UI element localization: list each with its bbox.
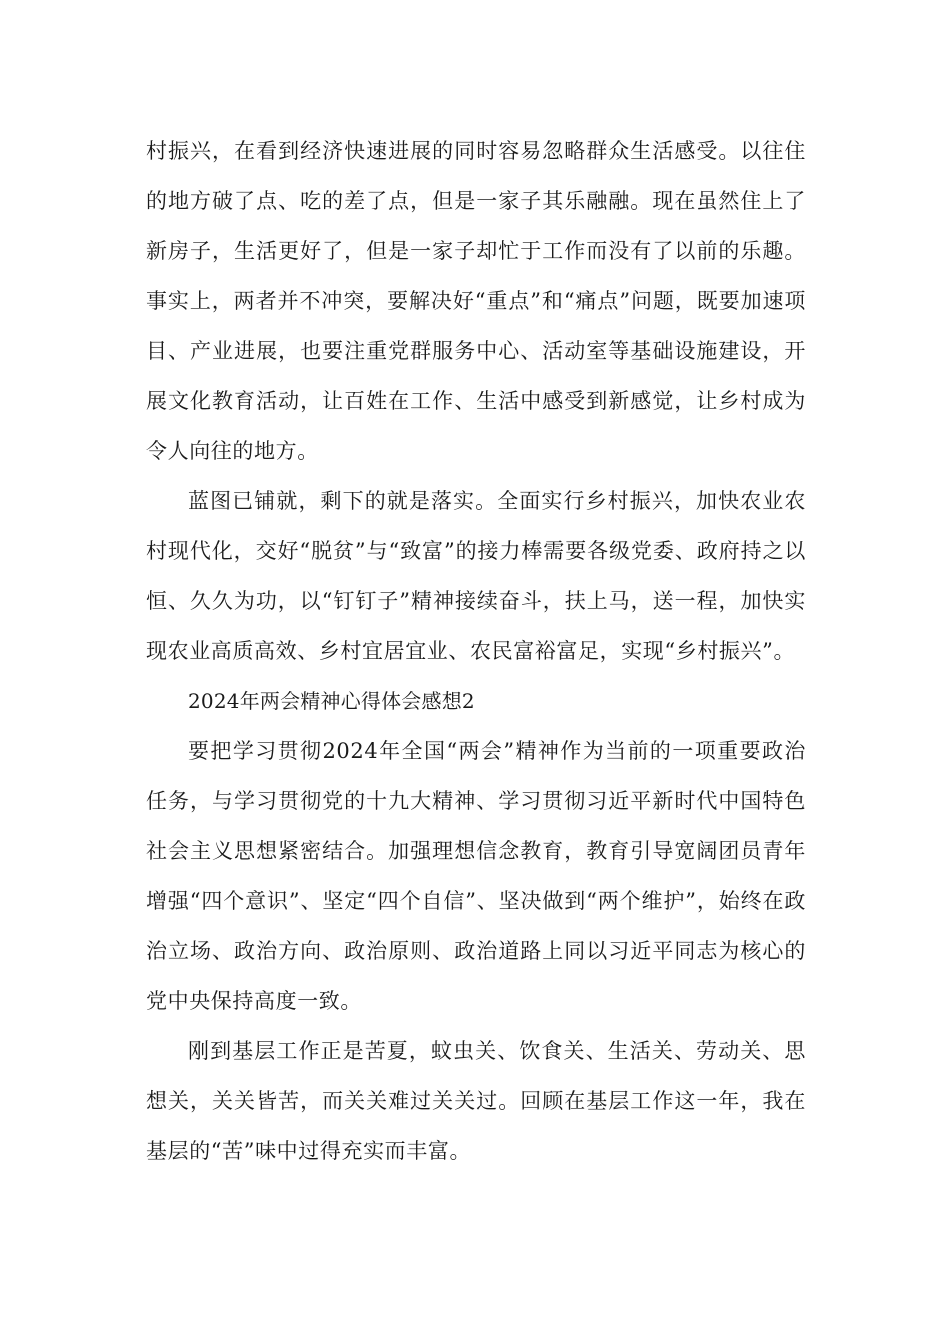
paragraph-grassroots: 刚到基层工作正是苦夏，蚊虫关、饮食关、生活关、劳动关、思想关，关关皆苦，而关关难过关关过。回顾在基层工作这一年，我在基层的“苦”味中过得充实而丰富。	[146, 1039, 806, 1163]
section-heading: 2024年两会精神心得体会感想2	[188, 689, 475, 713]
paragraph-continuation: 村振兴，在看到经济快速进展的同时容易忽略群众生活感受。以往住的地方破了点、吃的差了点，但是一家子其乐融融。现在虽然住上了新房子，生活更好了，但是一家子却忙于工作而没有了以前的乐趣。事实上，两者并不冲突，要解决好“重点”和“痛点”问题，既要加速项目、产业进展，也要注重党群服务中心、活动室等基础设施建设，开展文化教育活动，让百姓在工作、生活中感受到新感觉，让乡村成为令人向往的地方。	[146, 139, 806, 463]
document-body	[146, 126, 806, 1176]
paragraph-study: 要把学习贯彻2024年全国“两会”精神作为当前的一项重要政治任务，与学习贯彻党的十九大精神、学习贯彻习近平新时代中国特色社会主义思想紧密结合。加强理想信念教育，教育引导宽阔团员青年增强“四个意识”、坚定“四个自信”、坚决做到“两个维护”，始终在政治立场、政治方向、政治原则、政治道路上同以习近平同志为核心的党中央保持高度一致。	[146, 739, 806, 1013]
paragraph-blueprint: 蓝图已铺就，剩下的就是落实。全面实行乡村振兴，加快农业农村现代化，交好“脱贫”与“致富”的接力棒需要各级党委、政府持之以恒、久久为功，以“钉钉子”精神接续奋斗，扶上马，送一程，加快实现农业高质高效、乡村宜居宜业、农民富裕富足，实现“乡村振兴”。	[146, 489, 806, 663]
